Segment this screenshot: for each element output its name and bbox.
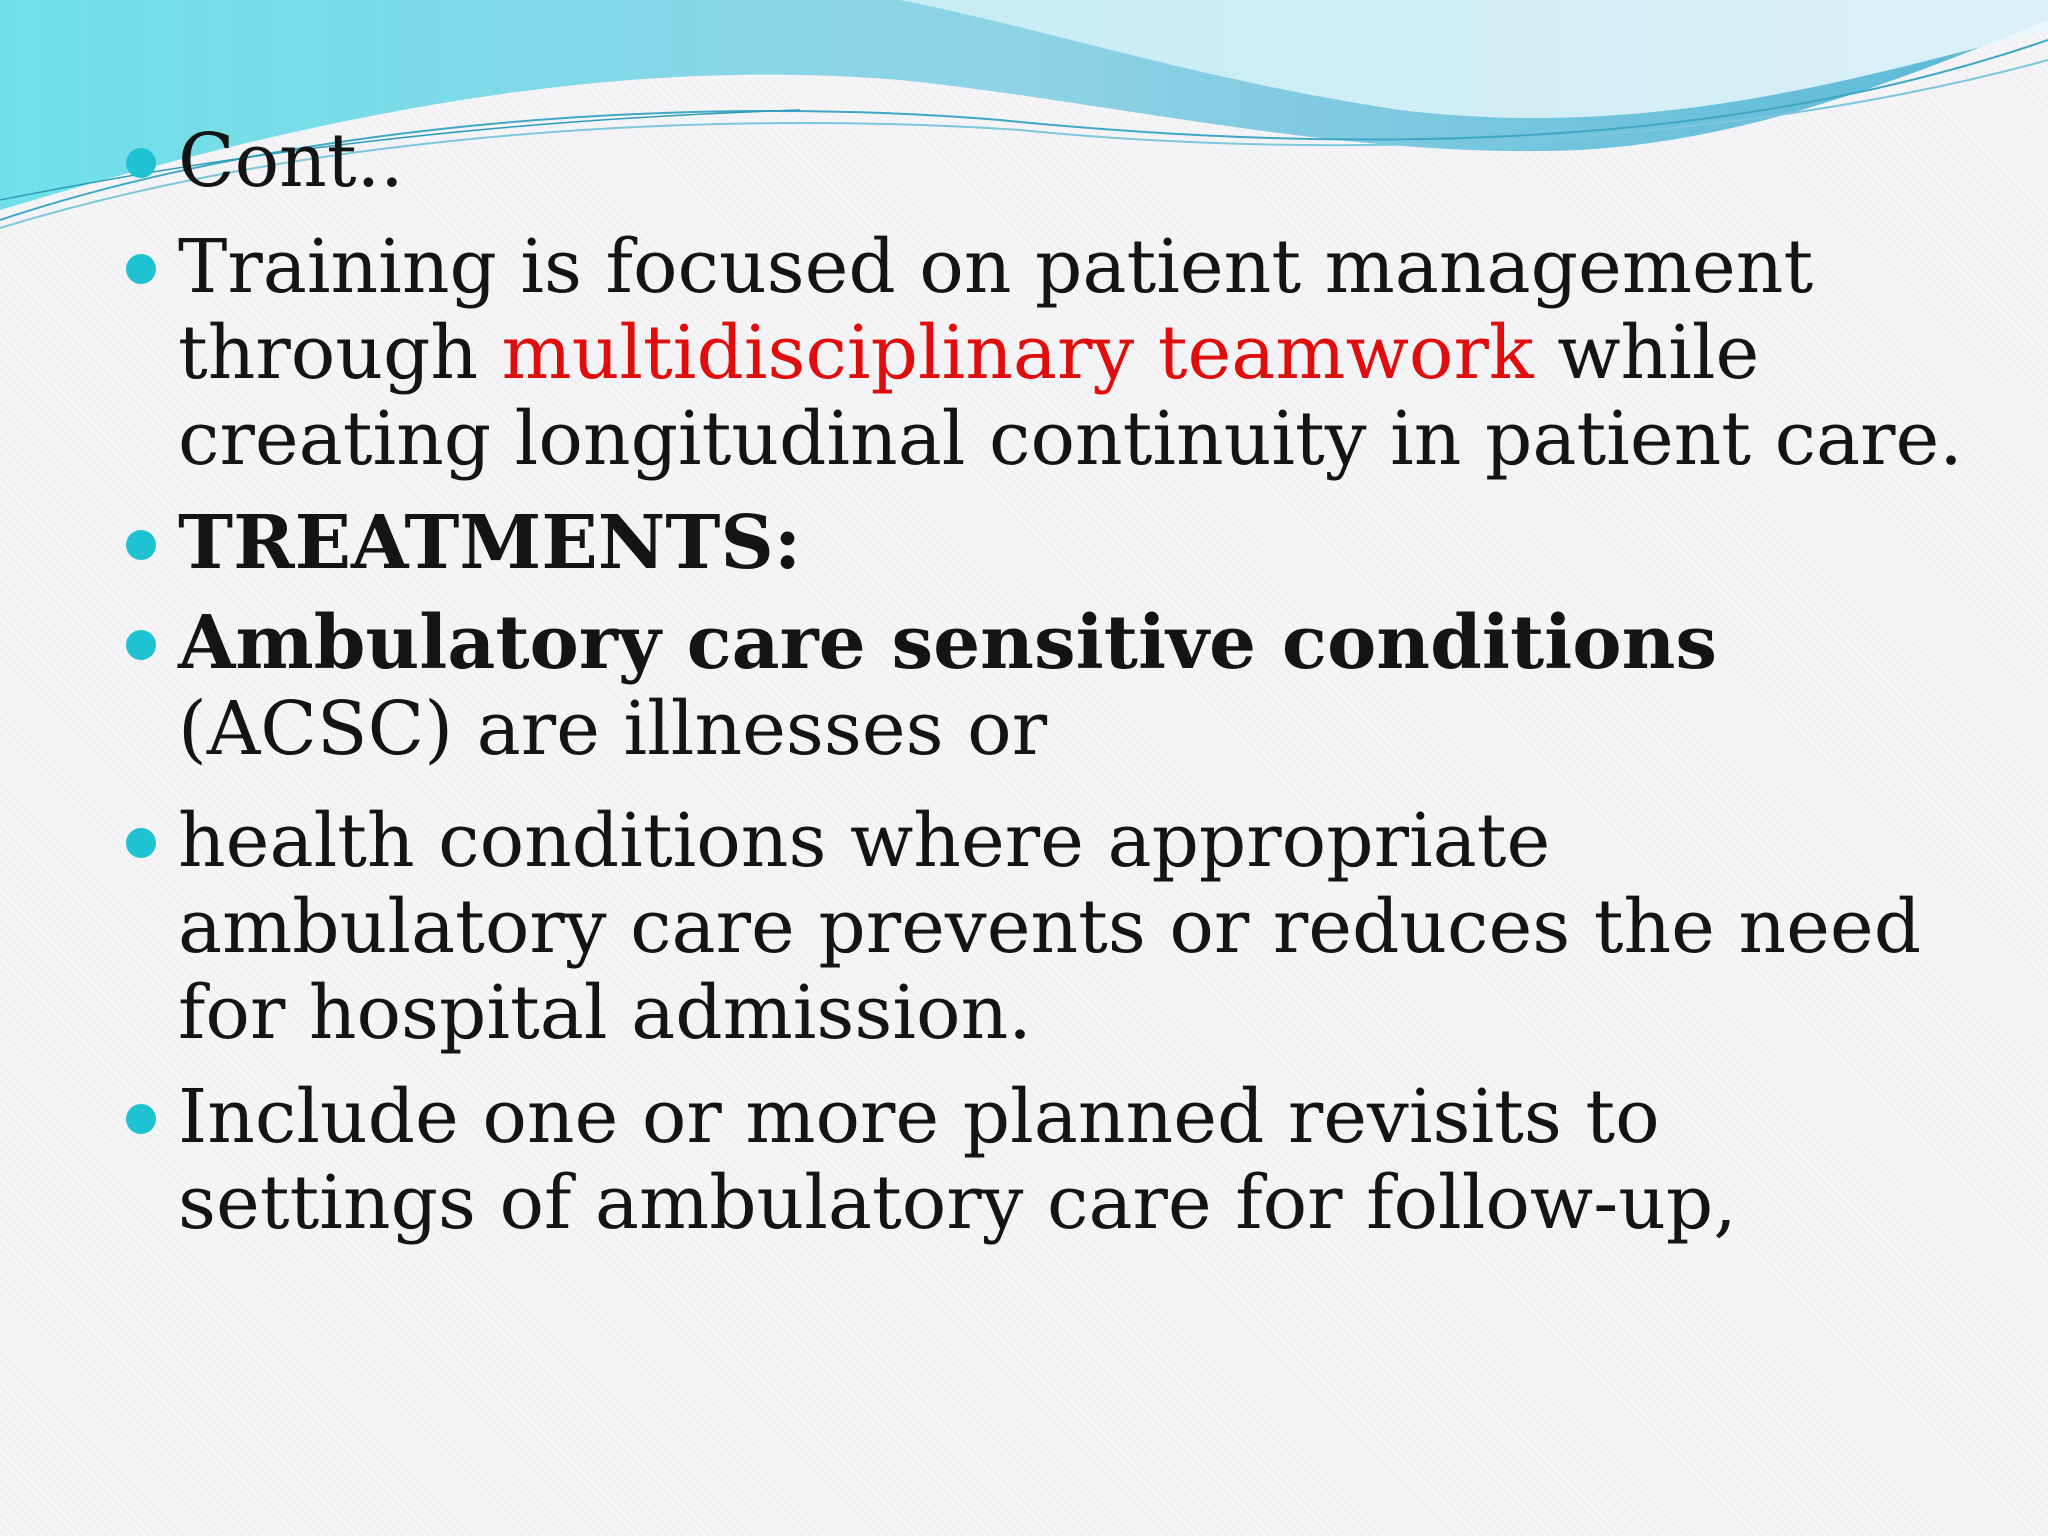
bullet-dot bbox=[126, 148, 156, 178]
bullet-text: Training is focused on patient management through bbox=[178, 224, 1814, 396]
bullet-dot bbox=[126, 530, 156, 560]
bullet-cont bbox=[178, 118, 1978, 204]
bullet-text: Include one or more planned revisits to settings of ambulatory care for follow-up, bbox=[178, 1074, 1737, 1246]
bullet-training bbox=[178, 224, 1978, 482]
bullet-treatments-heading bbox=[178, 500, 1978, 586]
bullet-health-conditions bbox=[178, 798, 1978, 1056]
bullet-text: health conditions where appropriate ambulatory care prevents or reduces the need for hospital admission. bbox=[178, 798, 1922, 1056]
bullet-revisits bbox=[178, 1074, 1978, 1246]
bullet-text: while creating longitudinal continuity in patient care. bbox=[178, 310, 1963, 482]
bullet-text: TREATMENTS: bbox=[178, 500, 802, 586]
bullet-text: Cont.. bbox=[178, 118, 404, 204]
bullet-text: (ACSC) are illnesses or bbox=[178, 686, 1048, 772]
bullet-dot bbox=[126, 1104, 156, 1134]
bold-term: Ambulatory care sensitive conditions bbox=[178, 600, 1718, 686]
bullet-dot bbox=[126, 828, 156, 858]
highlight-text: multidisciplinary teamwork bbox=[501, 310, 1534, 396]
bullet-dot bbox=[126, 630, 156, 660]
bullet-dot bbox=[126, 254, 156, 284]
bullet-acsc bbox=[178, 600, 1978, 772]
